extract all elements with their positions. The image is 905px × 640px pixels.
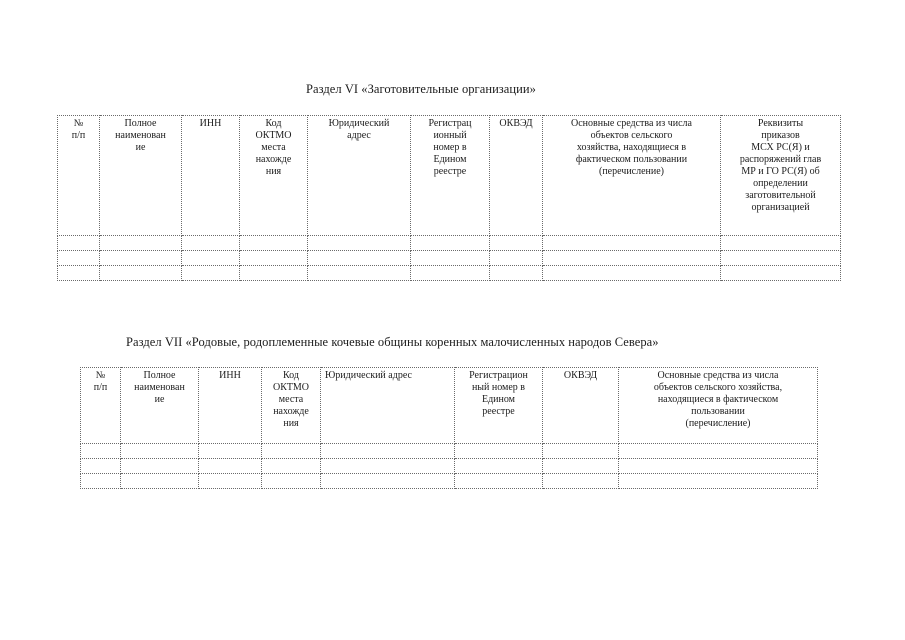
- table-cell: [199, 474, 262, 489]
- header-oktmo: [240, 116, 308, 236]
- table-cell: [58, 251, 100, 266]
- table-cell: [455, 474, 543, 489]
- table-row: [58, 251, 841, 266]
- table-row: [81, 474, 818, 489]
- header-registration-number-label: Регистрац ионный номер в Едином реестре: [428, 118, 472, 177]
- table-cell: [100, 266, 182, 281]
- header-registration-number: [411, 116, 490, 236]
- table-cell: [308, 266, 411, 281]
- header-full-name: [100, 116, 182, 236]
- table-cell: [182, 251, 240, 266]
- section-6-title: Раздел VI «Заготовительные организации»: [306, 82, 536, 96]
- header-legal-address-label: Юридический адрес: [328, 118, 390, 141]
- table-row: [58, 266, 841, 281]
- table-cell: [543, 474, 619, 489]
- header-num-label: № п/п: [93, 370, 108, 393]
- header-okved-label: ОКВЭД: [499, 118, 533, 129]
- table-cell: [262, 459, 321, 474]
- table-cell: [308, 236, 411, 251]
- table-cell: [81, 474, 121, 489]
- header-requisites-label: Реквизиты приказов МСХ РС(Я) и распоряжений глав МР и ГО РС(Я) об определении заготовительной организацией: [739, 118, 822, 213]
- header-registration-number: [455, 368, 543, 444]
- table-cell: [490, 236, 543, 251]
- table-cell: [308, 251, 411, 266]
- header-okved-label: ОКВЭД: [563, 370, 598, 381]
- header-oktmo-label: Код ОКТМО места нахожде ния: [255, 118, 292, 177]
- table-cell: [199, 459, 262, 474]
- header-okved: [543, 368, 619, 444]
- table-cell: [262, 474, 321, 489]
- table-cell: [121, 459, 199, 474]
- table-cell: [543, 444, 619, 459]
- table-cell: [455, 444, 543, 459]
- header-inn-label: ИНН: [199, 118, 222, 129]
- header-inn: [182, 116, 240, 236]
- section-7-table: [80, 367, 818, 489]
- table-cell: [490, 251, 543, 266]
- header-legal-address-label: Юридический адрес: [325, 370, 412, 381]
- table-cell: [411, 251, 490, 266]
- table-cell: [411, 236, 490, 251]
- table-cell: [721, 251, 841, 266]
- header-legal-address: [321, 368, 455, 444]
- table-cell: [182, 236, 240, 251]
- table-cell: [543, 251, 721, 266]
- table-cell: [182, 266, 240, 281]
- header-num: [58, 116, 100, 236]
- header-fixed-assets-label: Основные средства из числа объектов сельского хозяйства, находящиеся в фактическом пользовании (перечисление): [653, 370, 783, 429]
- header-fixed-assets-label: Основные средства из числа объектов сельского хозяйства, находящиеся в фактическом пользовании (перечисление): [571, 118, 692, 177]
- table-cell: [240, 266, 308, 281]
- table-cell: [81, 444, 121, 459]
- header-oktmo: [262, 368, 321, 444]
- table-cell: [321, 459, 455, 474]
- table-row: [81, 459, 818, 474]
- header-requisites: [721, 116, 841, 236]
- table-cell: [81, 459, 121, 474]
- section-7-header-row: [81, 368, 818, 444]
- header-fixed-assets: [619, 368, 818, 444]
- table-cell: [100, 251, 182, 266]
- header-num: [81, 368, 121, 444]
- header-inn: [199, 368, 262, 444]
- table-cell: [543, 459, 619, 474]
- table-row: [81, 444, 818, 459]
- table-cell: [58, 266, 100, 281]
- header-num-label: № п/п: [71, 118, 86, 141]
- table-cell: [619, 459, 818, 474]
- section-7-title: Раздел VII «Родовые, родоплеменные кочевые общины коренных малочисленных народов Севера»: [126, 335, 659, 349]
- header-full-name: [121, 368, 199, 444]
- table-cell: [121, 474, 199, 489]
- section-6-header-row: [58, 116, 841, 236]
- table-cell: [490, 266, 543, 281]
- table-cell: [240, 236, 308, 251]
- section-6-table: [57, 115, 841, 281]
- table-cell: [240, 251, 308, 266]
- table-cell: [321, 474, 455, 489]
- table-cell: [262, 444, 321, 459]
- header-registration-number-label: Регистрацион ный номер в Едином реестре: [469, 370, 528, 417]
- table-cell: [199, 444, 262, 459]
- table-cell: [721, 236, 841, 251]
- table-cell: [100, 236, 182, 251]
- table-cell: [121, 444, 199, 459]
- table-cell: [543, 236, 721, 251]
- header-fixed-assets: [543, 116, 721, 236]
- table-cell: [58, 236, 100, 251]
- header-full-name-label: Полное наименован ие: [115, 118, 166, 153]
- table-cell: [455, 459, 543, 474]
- table-row: [58, 236, 841, 251]
- header-legal-address: [308, 116, 411, 236]
- table-cell: [411, 266, 490, 281]
- table-cell: [543, 266, 721, 281]
- table-cell: [619, 444, 818, 459]
- table-cell: [721, 266, 841, 281]
- header-oktmo-label: Код ОКТМО места нахожде ния: [273, 370, 309, 429]
- header-full-name-label: Полное наименован ие: [134, 370, 185, 405]
- header-okved: [490, 116, 543, 236]
- header-inn-label: ИНН: [219, 370, 241, 381]
- table-cell: [321, 444, 455, 459]
- table-cell: [619, 474, 818, 489]
